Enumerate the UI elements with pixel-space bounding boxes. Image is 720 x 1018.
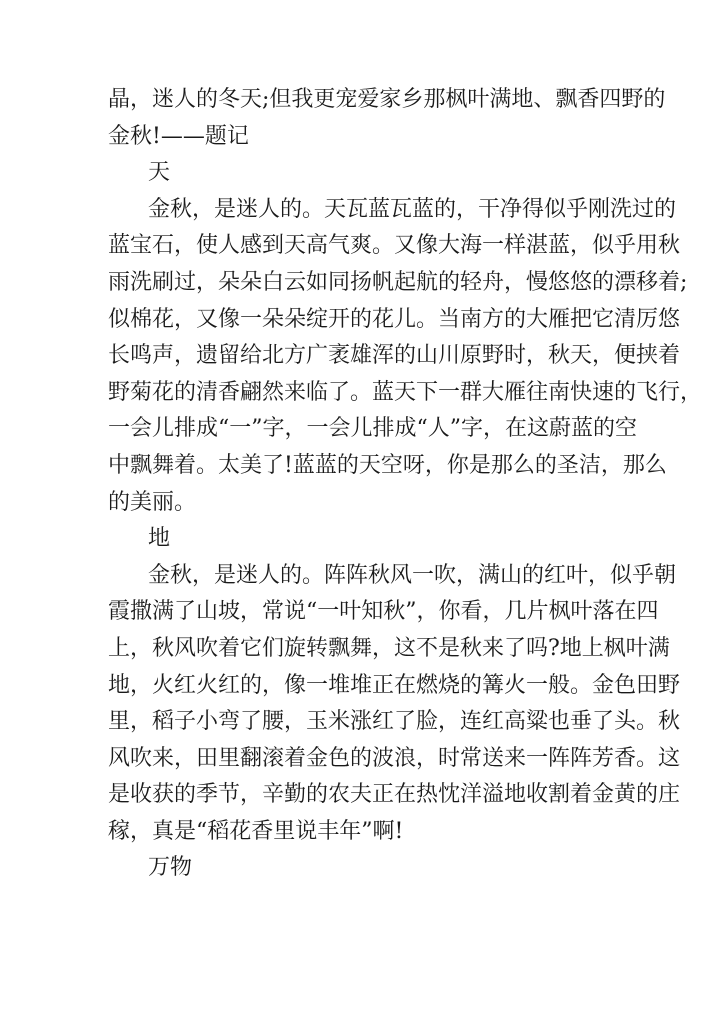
text-line: 长鸣声，遗留给北方广袤雄浑的山川原野时，秋天，便挟着 bbox=[108, 343, 681, 369]
text-line: 里，稻子小弯了腰，玉米涨红了脸，连红高粱也垂了头。秋 bbox=[108, 709, 681, 735]
text-line: 金秋!——题记 bbox=[108, 123, 249, 149]
text-line: 霞撒满了山坡，常说“一叶知秋”，你看，几片枫叶落在四 bbox=[108, 599, 659, 625]
document-body bbox=[108, 82, 703, 887]
text-line: 上，秋风吹着它们旋转飘舞，这不是秋来了吗?地上枫叶满 bbox=[108, 635, 670, 661]
text-line: 金秋，是迷人的。天瓦蓝瓦蓝的，干净得似乎刚洗过的 bbox=[148, 196, 677, 222]
section-heading-things: 万物 bbox=[148, 855, 193, 881]
intro-paragraph bbox=[108, 82, 666, 155]
text-line: 稼，真是“稻花香里说丰年”啊! bbox=[108, 818, 404, 844]
land-paragraph bbox=[108, 558, 681, 851]
text-line: 风吹来，田里翻滚着金色的波浪，时常送来一阵阵芳香。这 bbox=[108, 745, 681, 771]
text-line: 中飘舞着。太美了!蓝蓝的天空呀，你是那么的圣洁，那么 bbox=[108, 452, 667, 478]
text-line: 野菊花的清香翩然来临了。蓝天下一群大雁往南快速的飞行， bbox=[108, 379, 703, 405]
section-heading-land: 地 bbox=[148, 526, 171, 552]
text-line: 地，火红火红的，像一堆堆正在燃烧的篝火一般。金色田野 bbox=[108, 672, 681, 698]
section-heading-sky: 天 bbox=[148, 160, 171, 186]
text-line: 似棉花，又像一朵朵绽开的花儿。当南方的大雁把它清厉悠 bbox=[108, 306, 681, 332]
text-line: 蓝宝石，使人感到天高气爽。又像大海一样湛蓝，似乎用秋 bbox=[108, 233, 681, 259]
text-line: 雨洗刷过，朵朵白云如同扬帆起航的轻舟，慢悠悠的漂移着; bbox=[108, 269, 688, 295]
text-line: 金秋，是迷人的。阵阵秋风一吹，满山的红叶，似乎朝 bbox=[148, 562, 677, 588]
text-line: 的美丽。 bbox=[108, 489, 197, 515]
text-line: 一会儿排成“一”字，一会儿排成“人”字，在这蔚蓝的空 bbox=[108, 416, 637, 442]
text-line: 是收获的季节，辛勤的农夫正在热忱洋溢地收割着金黄的庄 bbox=[108, 782, 681, 808]
text-line: 晶，迷人的冬天;但我更宠爱家乡那枫叶满地、飘香四野的 bbox=[108, 87, 666, 112]
sky-paragraph bbox=[108, 192, 703, 521]
